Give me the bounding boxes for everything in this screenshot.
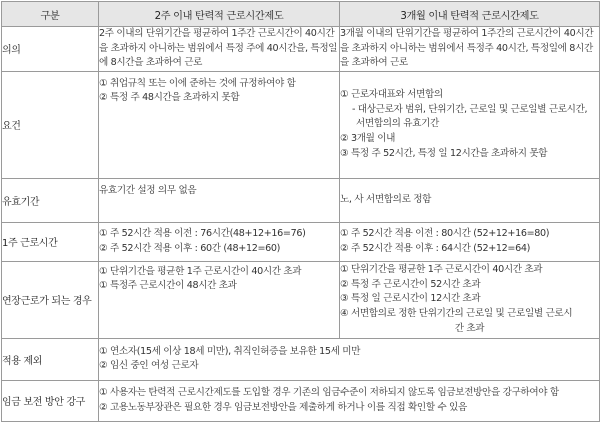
table-row-validity [2,178,600,222]
comparison-table [1,1,600,422]
exclusions-item: ① 연소자(15세 이상 18세 미만), 취직인허증을 보유한 15세 미만 [99,345,361,357]
weekly-hours-two-week-item: ② 주 52시간 적용 이후 : 60간 (48+12=60) [99,242,281,254]
wage-content [99,380,600,421]
header-row [2,2,600,27]
meaning-two-week [99,27,340,72]
row-label-extended-work: 연장근로가 되는 경우 [2,261,99,338]
header-category: 구분 [2,2,99,27]
requirements-three-month-item: ① 근로자대표와 서면합의 [340,89,443,101]
requirements-three-month-item: ② 3개월 이내 [340,133,396,145]
extended-work-three-month [340,261,600,338]
validity-two-week-text: 유효기간 설정 의무 없음 [99,184,197,196]
validity-three-month-text: 노, 사 서면합의로 정함 [340,193,432,205]
extended-work-two-week-item: ① 특정주 근로시간이 48시간 초과 [99,280,237,292]
extended-work-two-week-item: ① 단위기간을 평균한 1주 근로시간이 40시간 초과 [99,265,302,277]
weekly-hours-two-week-item: ① 주 52시간 적용 이전 : 76시간(48+12+16=76) [99,228,306,240]
row-label-wage: 임금 보전 방안 강구 [2,380,99,421]
requirements-two-week [99,71,340,178]
requirements-three-month-item: ③ 특정 주 52시간, 특정 일 12시간을 초과하지 못함 [340,147,548,159]
row-label-requirements: 요건 [2,71,99,178]
extended-work-three-month-item-cont: 간 초과 [454,322,485,334]
meaning-three-month [340,27,600,72]
meaning-two-week-text: 2주 이내의 단위기간을 평균하여 1주간 근로시간이 40시간을 초과하지 아니하는 범위에서 특정 주에 40시간을, 특정일에 8시간을 초과하여 근로 [99,28,338,69]
row-label-exclusions: 적용 제외 [2,338,99,380]
weekly-hours-two-week [99,222,340,261]
table-row-extended-work [2,261,600,338]
extended-work-three-month-item: ① 단위기간을 평균한 1주 근로시간이 40시간 초과 [340,264,543,276]
table-row-wage [2,380,600,421]
wage-item: ① 사용자는 탄력적 근로시간제도를 도입할 경우 기존의 임금수준이 저하되지 않도록 임금보전방안을 강구하여야 함 [99,387,559,399]
requirements-three-month-subitem: 서면합의의 유효기간 [356,118,439,130]
validity-three-month [340,178,600,222]
requirements-two-week-item: ① 취업규칙 또는 이에 준하는 것에 규정하여야 함 [99,77,296,89]
row-label-meaning: 의의 [2,27,99,72]
extended-work-three-month-item: ④ 서면합의로 정한 단위기간의 근로일 및 근로일별 근로시 [340,308,573,320]
weekly-hours-three-month-item: ① 주 52시간 적용 이전 : 80시간 (52+12+16=80) [340,228,550,240]
validity-two-week [99,178,340,222]
weekly-hours-three-month [340,222,600,261]
header-two-week: 2주 이내 탄력적 근로시간제도 [99,2,340,27]
table-row-weekly-hours [2,222,600,261]
exclusions-content [99,338,600,380]
extended-work-three-month-item: ② 특정 주 근로시간이 52시간 초과 [340,278,481,290]
table-row-meaning [2,27,600,72]
exclusions-item: ② 임신 중인 여성 근로자 [99,360,199,372]
requirements-two-week-item: ② 특정 주 48시간을 초과하지 못함 [99,92,240,104]
requirements-three-month-subitem: - 대상근로자 범위, 단위기간, 근로일 및 근로일별 근로시간, [352,103,588,115]
extended-work-two-week [99,261,340,338]
requirements-three-month [340,71,600,178]
extended-work-three-month-item: ③ 특정 일 근로시간이 12시간 초과 [340,293,481,305]
table-row-exclusions [2,338,600,380]
row-label-weekly-hours: 1주 근로시간 [2,222,99,261]
row-label-validity: 유효기간 [2,178,99,222]
wage-item: ② 고용노동부장관은 필요한 경우 임금보전방안을 제출하게 하거나 이를 직접 확인할 수 있음 [99,401,467,413]
meaning-three-month-text: 3개월 이내의 단위기간을 평균하여 1주간의 근로시간이 40시간을 초과하지 아니하는 범위에서 특정주 40시간, 특정일에 8시간을 초과하여 근로 [340,28,594,69]
header-three-month: 3개월 이내 탄력적 근로시간제도 [340,2,600,27]
table-row-requirements [2,71,600,178]
weekly-hours-three-month-item: ② 주 52시간 적용 이후 : 64시간 (52+12=64) [340,242,530,254]
